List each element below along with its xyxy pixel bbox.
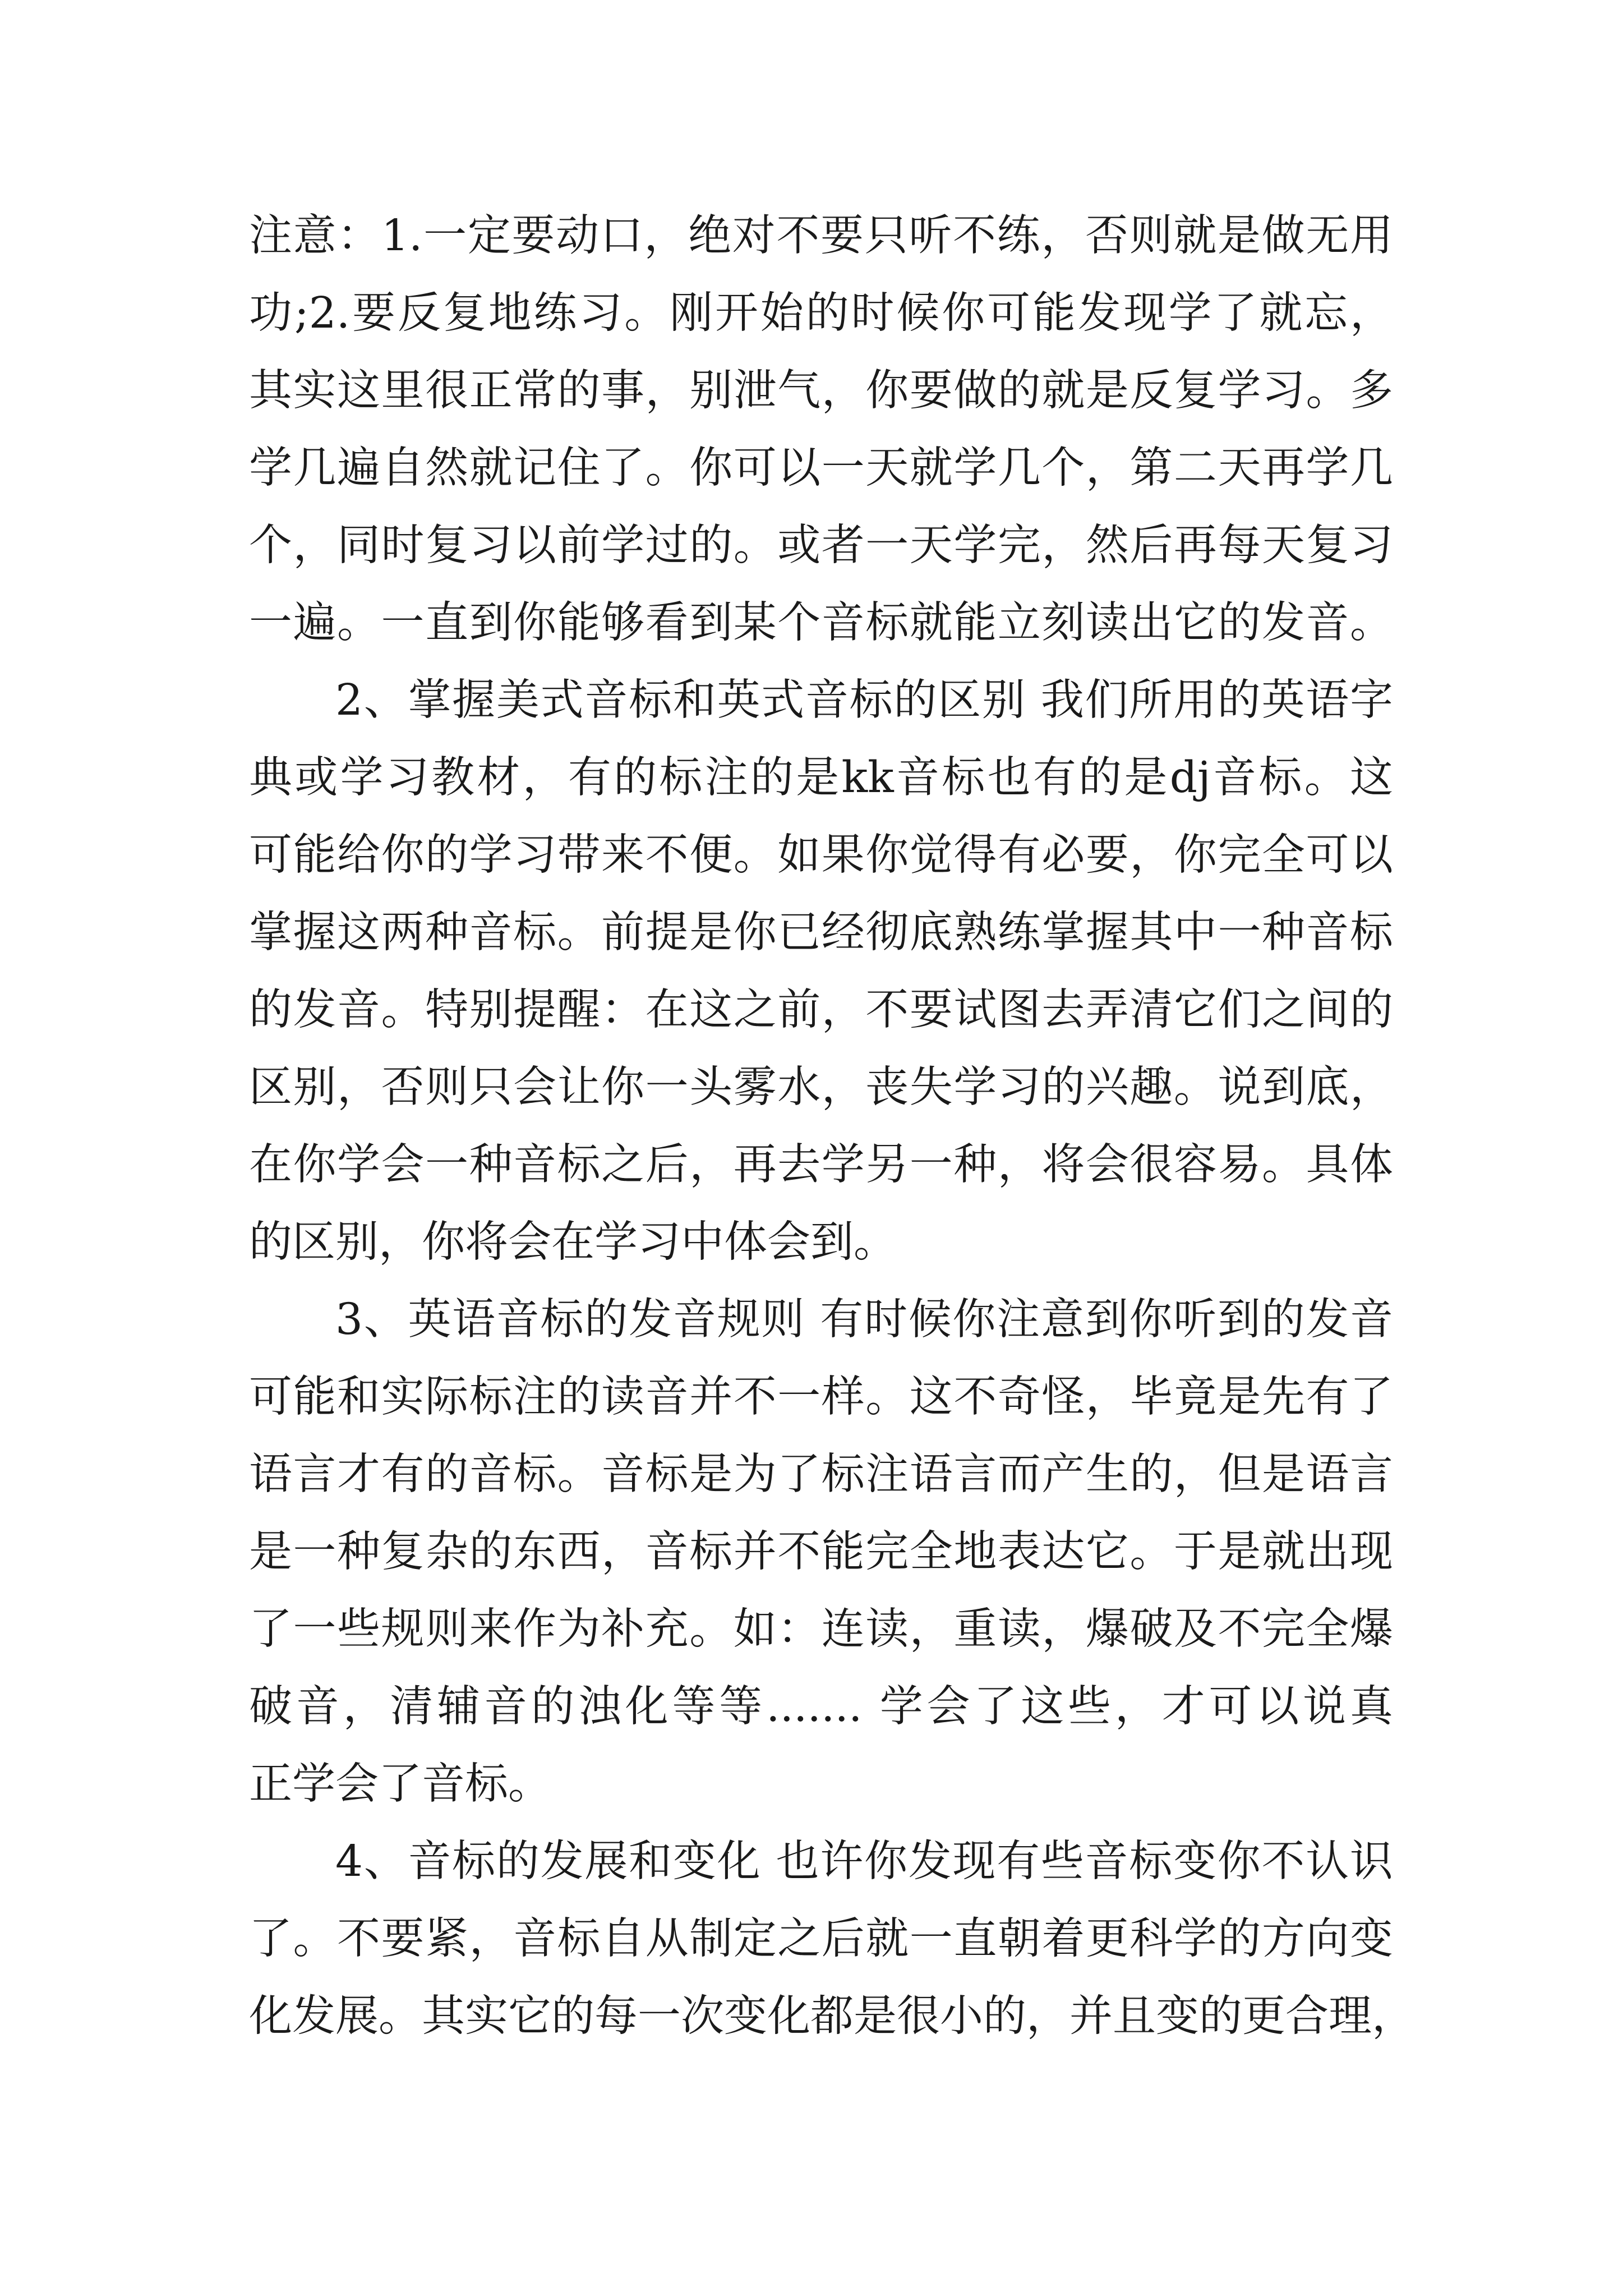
text-line: 区别，否则只会让你一头雾水，丧失学习的兴趣。说到底， <box>249 1062 1393 1112</box>
text-line: 可能和实际标注的读音并不一样。这不奇怪，毕竟是先有了 <box>249 1372 1393 1422</box>
text-line: 其实这里很正常的事，别泄气，你要做的就是反复学习。多 <box>249 366 1393 416</box>
text-line: 的发音。特别提醒：在这之前，不要试图去弄清它们之间的 <box>249 985 1393 1035</box>
text-line: 破音，清辅音的浊化等等....... 学会了这些，才可以说真 <box>249 1682 1393 1732</box>
paragraph-1 <box>249 197 1393 662</box>
text-line: 在你学会一种音标之后，再去学另一种，将会很容易。具体 <box>249 1140 1393 1190</box>
text-line: 化发展。其实它的每一次变化都是很小的，并且变的更合理， <box>249 1991 1415 2041</box>
text-line: 的区别，你将会在学习中体会到。 <box>249 1217 897 1267</box>
paragraph-2 <box>249 662 1393 1281</box>
text-line: 是一种复杂的东西，音标并不能完全地表达它。于是就出现 <box>249 1527 1393 1577</box>
text-line: 正学会了音标。 <box>249 1759 551 1809</box>
text-line: 学几遍自然就记住了。你可以一天就学几个，第二天再学几 <box>249 443 1393 493</box>
text-line: 语言才有的音标。音标是为了标注语言而产生的，但是语言 <box>249 1450 1393 1499</box>
text-line: 个，同时复习以前学过的。或者一天学完，然后再每天复习 <box>249 521 1393 570</box>
text-line: 2、掌握美式音标和英式音标的区别 我们所用的英语字 <box>335 675 1393 725</box>
paragraph-4 <box>249 1823 1415 2055</box>
text-line: 了。不要紧，音标自从制定之后就一直朝着更科学的方向变 <box>249 1914 1393 1964</box>
text-line: 功;2.要反复地练习。刚开始的时候你可能发现学了就忘， <box>249 288 1393 338</box>
paragraph-3 <box>249 1281 1393 1823</box>
text-line: 了一些规则来作为补充。如：连读，重读，爆破及不完全爆 <box>249 1604 1393 1654</box>
text-line: 可能给你的学习带来不便。如果你觉得有必要，你完全可以 <box>249 830 1393 880</box>
text-line: 典或学习教材，有的标注的是kk音标也有的是dj音标。这 <box>249 753 1393 803</box>
text-line: 4、音标的发展和变化 也许你发现有些音标变你不认识 <box>335 1837 1393 1887</box>
body-text <box>249 197 1415 2055</box>
text-line: 3、英语音标的发音规则 有时候你注意到你听到的发音 <box>335 1295 1393 1345</box>
text-line: 掌握这两种音标。前提是你已经彻底熟练掌握其中一种音标 <box>249 908 1393 958</box>
text-line: 一遍。一直到你能够看到某个音标就能立刻读出它的发音。 <box>249 598 1393 648</box>
text-line: 注意：1.一定要动口，绝对不要只听不练，否则就是做无用 <box>249 211 1393 261</box>
